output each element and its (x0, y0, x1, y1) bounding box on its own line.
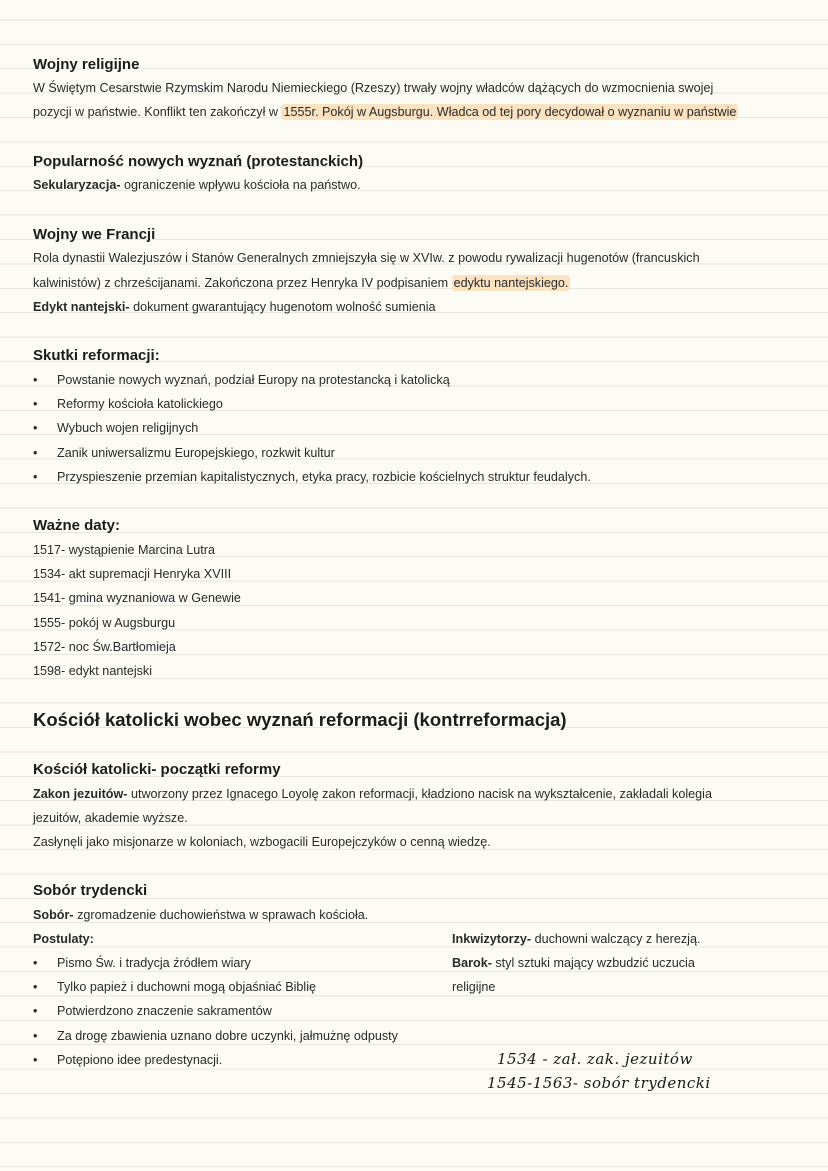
handwritten-note: 1534 - zał. zak. jezuitów (497, 1050, 693, 1068)
bullet-icon: • (33, 1028, 38, 1043)
list-item: 1534- akt supremacji Henryka XVIII (33, 567, 232, 582)
section-title-popularnosc: Popularność nowych wyznań (protestanckich) (33, 153, 364, 170)
handwritten-note: 1545-1563- sobór trydencki (487, 1074, 711, 1092)
bullet-icon: • (33, 421, 38, 436)
section-title-skutki: Skutki reformacji: (33, 347, 160, 364)
term: Edykt nantejski- (33, 300, 130, 314)
highlighted-text: 1555r. Pokój w Augsburgu. Władca od tej pory decydował o wyznaniu w państwie (283, 105, 737, 119)
list-item: Zanik uniwersalizmu Europejskiego, rozkwit kultur (57, 445, 335, 460)
definition: dokument gwarantujący hugenotom wolność sumienia (129, 300, 436, 314)
bullet-icon: • (33, 1004, 38, 1019)
bullet-icon: • (33, 373, 38, 387)
term: Sobór- (33, 908, 74, 922)
definition: styl sztuki mający wzbudzić uczucia (491, 956, 695, 970)
term: Sekularyzacja- (33, 178, 121, 192)
section-title-daty: Ważne daty: (33, 517, 120, 534)
list-item: 1572- noc Św.Bartłomieja (33, 639, 176, 654)
list-item: Powstanie nowych wyznań, podział Europy na protestancką i katolicką (57, 373, 450, 387)
term: Barok- (452, 956, 492, 970)
term: Inkwizytorzy- (452, 932, 532, 946)
list-item: 1541- gmina wyznaniowa w Genewie (33, 591, 241, 606)
chapter-title-kontrreformacja: Kościół katolicki wobec wyznań reformacji (kontrreformacja) (33, 709, 567, 730)
definition-line (33, 787, 712, 801)
list-item: 1598- edykt nantejski (33, 664, 153, 678)
bullet-icon: • (33, 1052, 38, 1067)
section-title-sobor: Sobór trydencki (33, 882, 148, 899)
definition: duchowni walczący z herezją. (531, 932, 701, 946)
highlighted-text: edyktu nantejskiego. (453, 276, 569, 290)
section-title-poczatki: Kościół katolicki- początki reformy (33, 761, 281, 778)
definition-line (33, 300, 436, 314)
bullet-icon: • (33, 469, 38, 484)
definition-line (33, 908, 368, 922)
definition-line (452, 932, 700, 946)
list-item: Przyspieszenie przemian kapitalistycznych, etyka pracy, rozbicie kościelnych struktur feudalych. (57, 469, 591, 484)
list-item: Potępiono idee predestynacji. (57, 1052, 223, 1067)
list-item: Tylko papież i duchowni mogą objaśniać Biblię (57, 980, 317, 995)
text-span: kalwinistów) z chrześcijanami. Zakończona przez Henryka IV podpisaniem (33, 276, 452, 290)
definition-line (33, 178, 361, 192)
bullet-icon: • (33, 956, 38, 970)
bullet-icon: • (33, 397, 38, 412)
list-item: Za drogę zbawienia uznano dobre uczynki, jałmużnę odpusty (57, 1028, 398, 1043)
section-title-wojny-religijne: Wojny religijne (33, 56, 140, 73)
paragraph-line: religijne (452, 980, 496, 994)
list-item: Pismo Św. i tradycja źródłem wiary (57, 956, 251, 970)
bullet-icon: • (33, 445, 38, 460)
paragraph-line: W Świętym Cesarstwie Rzymskim Narodu Niemieckiego (Rzeszy) trwały wojny władców dążących do wzmocnienia swojej (33, 81, 714, 95)
paragraph-line (33, 105, 738, 119)
list-item: 1517- wystąpienie Marcina Lutra (33, 543, 216, 557)
definition: utworzony przez Ignacego Loyolę zakon reformacji, kładziono nacisk na wykształcenie, zakładali kolegia (127, 787, 712, 801)
list-item: Wybuch wojen religijnych (57, 421, 199, 436)
definition: zgromadzenie duchowieństwa w sprawach kościoła. (73, 908, 369, 922)
paragraph-line (33, 276, 570, 290)
list-item: 1555- pokój w Augsburgu (33, 615, 176, 630)
postulaty-title: Postulaty: (33, 932, 94, 946)
text-span: pozycji w państwie. Konflikt ten zakończył w (33, 105, 282, 119)
list-item: Reformy kościoła katolickiego (57, 397, 223, 412)
list-item: Potwierdzono znaczenie sakramentów (57, 1004, 272, 1019)
section-title-francja: Wojny we Francji (33, 226, 156, 243)
definition: ograniczenie wpływu kościoła na państwo. (120, 178, 361, 192)
term: Zakon jezuitów- (33, 787, 128, 801)
paragraph-line: Rola dynastii Walezjuszów i Stanów Generalnych zmniejszyła się w XVIw. z powodu rywalizacji hugenotów (francuskich (33, 251, 700, 265)
paragraph-line: Zasłynęli jako misjonarze w koloniach, wzbogacili Europejczyków o cenną wiedzę. (33, 835, 491, 849)
definition-line (452, 956, 695, 970)
bullet-icon: • (33, 980, 38, 995)
paragraph-line: jezuitów, akademie wyższe. (33, 811, 188, 825)
